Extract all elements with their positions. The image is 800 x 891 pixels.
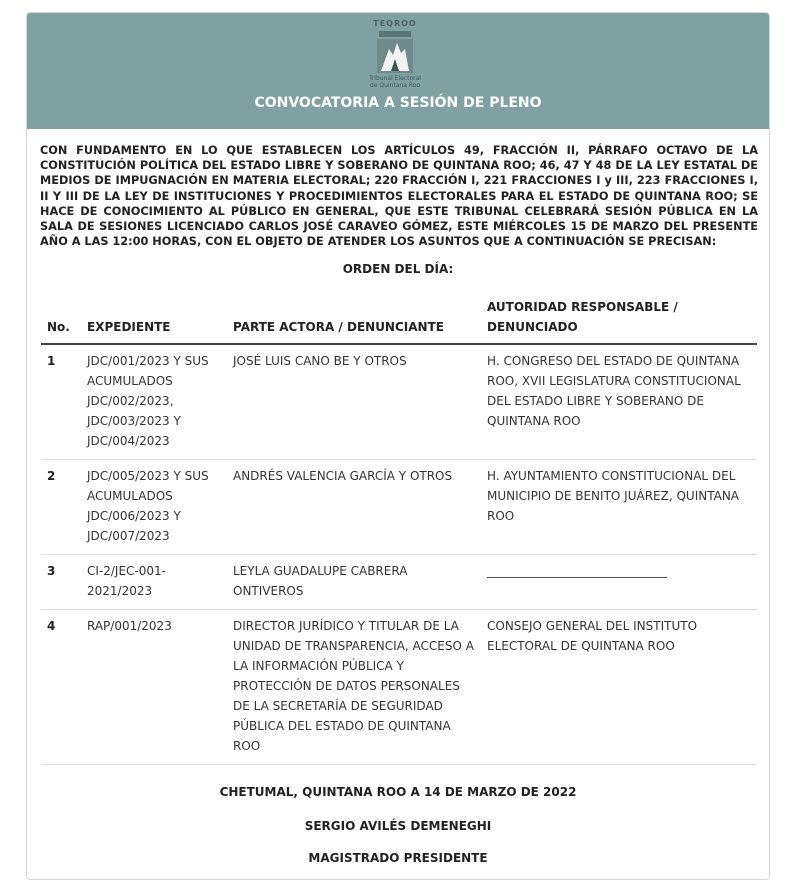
agenda-table (41, 293, 757, 765)
row-autoridad: H. AYUNTAMIENTO CONSTITUCIONAL DEL MUNICIPIO DE BENITO JUÁREZ, QUINTANA ROO (481, 460, 757, 555)
order-of-day-title: ORDEN DEL DÍA: (342, 262, 454, 276)
logo-acronym: TEQROO (373, 19, 417, 28)
signer-role: MAGISTRADO PRESIDENTE (308, 851, 488, 865)
row-actor: LEYLA GUADALUPE CABRERA ONTIVEROS (227, 555, 481, 610)
header-no: No. (41, 293, 81, 344)
table-row (41, 610, 757, 765)
row-actor: DIRECTOR JURÍDICO Y TITULAR DE LA UNIDAD DE TRANSPARENCIA, ACCESO A LA INFORMACIÓN PÚBLICA Y PROTECCIÓN DE DATOS PERSONALES DE LA SECRETARÍA DE SEGURIDAD PÚBLICA DEL ESTADO DE QUINTANA ROO (227, 610, 481, 765)
table-row (41, 555, 757, 610)
convocatoria-card (26, 12, 770, 880)
signer-name: SERGIO AVILÉS DEMENEGHI (304, 819, 492, 833)
logo-caption (363, 75, 427, 89)
header-expediente: EXPEDIENTE (81, 293, 227, 344)
teqroo-logo (363, 19, 427, 97)
row-number: 2 (41, 460, 81, 555)
table-row (41, 460, 757, 555)
row-autoridad: ______________________________ (481, 555, 757, 610)
row-number: 1 (41, 344, 81, 460)
row-number: 3 (41, 555, 81, 610)
place-date: CHETUMAL, QUINTANA ROO A 14 DE MARZO DE 2022 (219, 785, 577, 799)
row-autoridad: H. CONGRESO DEL ESTADO DE QUINTANA ROO, XVII LEGISLATURA CONSTITUCIONAL DEL ESTADO LIBRE Y SOBERANO DE QUINTANA ROO (481, 344, 757, 460)
row-expediente: CI-2/JEC-001-2021/2023 (81, 555, 227, 610)
header-banner (27, 13, 769, 129)
row-autoridad: CONSEJO GENERAL DEL INSTITUTO ELECTORAL DE QUINTANA ROO (481, 610, 757, 765)
table-row (41, 344, 757, 460)
row-expediente: JDC/001/2023 Y SUS ACUMULADOS JDC/002/2023, JDC/003/2023 Y JDC/004/2023 (81, 344, 227, 460)
page-title: CONVOCATORIA A SESIÓN DE PLENO (254, 95, 542, 111)
row-actor: ANDRÉS VALENCIA GARCÍA Y OTROS (227, 460, 481, 555)
table-header-row (41, 293, 757, 344)
header-actor: PARTE ACTORA / DENUNCIANTE (227, 293, 481, 344)
header-autoridad: AUTORIDAD RESPONSABLE / DENUNCIADO (481, 293, 757, 344)
row-number: 4 (41, 610, 81, 765)
logo-caption-line2: de Quintana Roo (369, 82, 421, 89)
row-actor: JOSÉ LUIS CANO BE Y OTROS (227, 344, 481, 460)
row-expediente: JDC/005/2023 Y SUS ACUMULADOS JDC/006/2023 Y JDC/007/2023 (81, 460, 227, 555)
intro-paragraph: CON FUNDAMENTO EN LO QUE ESTABLECEN LOS ARTÍCULOS 49, FRACCIÓN II, PÁRRAFO OCTAVO DE LA CONSTITUCIÓN POLÍTICA DEL ESTADO LIBRE Y SOBERANO DE QUINTANA ROO; 46, 47 Y 48 DE LA LEY ESTATAL DE MEDIOS DE IMPUGNACIÓN EN MATERIA ELECTORAL; 220 FRACCIÓN I, 221 FRACCIONES I y III, 223 FRACCIONES I, II Y III DE LA LEY DE INSTITUCIONES Y PROCEDIMIENTOS ELECTORALES PARA EL ESTADO DE QUINTANA ROO; SE HACE DE CONOCIMIENTO AL PÚBLICO EN GENERAL, QUE ESTE TRIBUNAL CELEBRARÁ SESIÓN PÚBLICA EN LA SALA DE SESIONES LICENCIADO CARLOS JOSÉ CARAVEO GÓMEZ, ESTE MIÉRCOLES 15 DE MARZO DEL PRESENTE AÑO A LAS 12:00 HORAS, CON EL OBJETO DE ATENDER LOS ASUNTOS QUE A CONTINUACIÓN SE PRECISAN: (40, 144, 758, 249)
row-expediente: RAP/001/2023 (81, 610, 227, 765)
logo-caption-line1: Tribunal Electoral (369, 75, 421, 82)
